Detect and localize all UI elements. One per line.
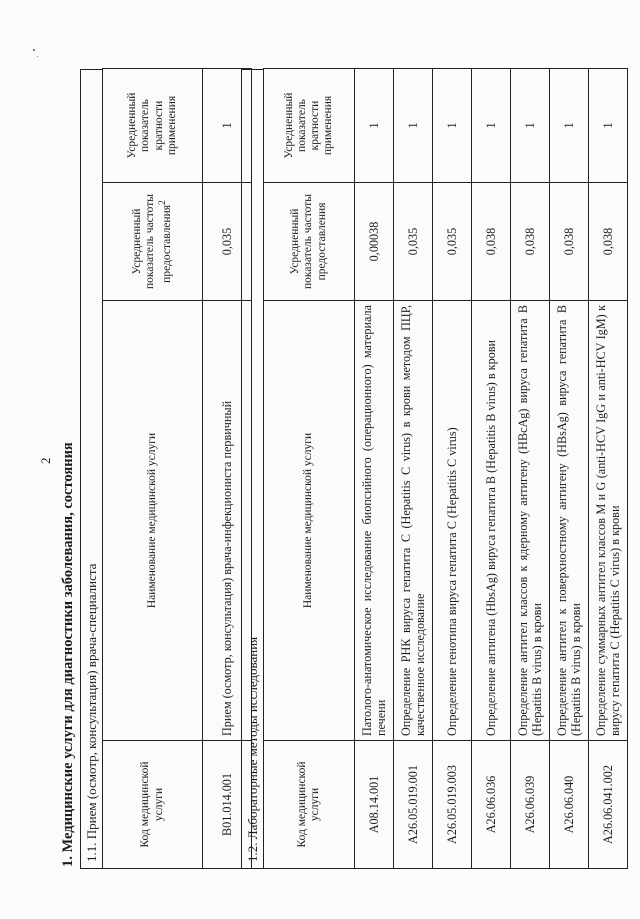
service-code: A26.06.041.002: [589, 741, 628, 869]
table-header-row: [103, 69, 203, 869]
service-name: Определение антигена (HbsAg) вируса гепатита B (Hepatitis B virus) в крови: [472, 301, 511, 741]
service-code: A26.06.036: [472, 741, 511, 869]
frequency-value: 0,038: [472, 183, 511, 301]
service-name: Патолого-анатомическое исследование биопсийного (операционного) материала печени: [355, 301, 394, 741]
table-row: [355, 69, 394, 869]
multiplicity-value: 1: [511, 69, 550, 183]
header-frequency-label: Усредненный показатель частоты предоставления: [130, 194, 174, 289]
service-code: A26.05.019.003: [433, 741, 472, 869]
frequency-value: 0,035: [394, 183, 433, 301]
frequency-value: 0,038: [589, 183, 628, 301]
header-frequency: Усредненный показатель частоты предоставления: [264, 183, 355, 301]
multiplicity-value: 1: [550, 69, 589, 183]
frequency-value: 0,038: [511, 183, 550, 301]
section-2-title: 1.2. Лабораторные методы исследования: [241, 69, 263, 869]
header-code: Код медицинской услуги: [103, 741, 203, 869]
table-header-row: [264, 69, 355, 869]
service-code: A08.14.001: [355, 741, 394, 869]
page-number: 2: [38, 457, 53, 464]
table-row: [433, 69, 472, 869]
service-name: Определение антител к поверхностному антигену (HBsAg) вируса гепатита B (Hepatitis B virus) в крови: [550, 301, 589, 741]
consultation-table: [102, 68, 252, 869]
service-code: B01.014.001: [203, 741, 252, 869]
table-row: [394, 69, 433, 869]
service-name: Определение РНК вируса гепатита C (Hepatitis C virus) в крови методом ПЦР, качественное исследование: [394, 301, 433, 741]
multiplicity-value: 1: [394, 69, 433, 183]
frequency-value: 0,035: [433, 183, 472, 301]
lab-tests-table: [263, 68, 628, 869]
frequency-value: 0,038: [550, 183, 589, 301]
header-frequency: [103, 183, 203, 301]
footnote-marker: 2: [157, 200, 169, 205]
table-row: [511, 69, 550, 869]
table-row: [472, 69, 511, 869]
multiplicity-value: 1: [472, 69, 511, 183]
multiplicity-value: 1: [355, 69, 394, 183]
service-name: Прием (осмотр, консультация) врача-инфекциониста первичный: [203, 301, 252, 741]
section-1-title: 1.1. Прием (осмотр, консультация) врача-специалиста: [80, 69, 102, 869]
service-code: A26.06.040: [550, 741, 589, 869]
header-name: Наименование медицинской услуги: [264, 301, 355, 741]
service-code: A26.06.039: [511, 741, 550, 869]
frequency-value: 0,035: [203, 183, 252, 301]
header-code: Код медицинской услуги: [264, 741, 355, 869]
frequency-value: 0,00038: [355, 183, 394, 301]
header-name: Наименование медицинской услуги: [103, 301, 203, 741]
header-multiplicity: Усредненный показатель кратности применения: [264, 69, 355, 183]
header-multiplicity: Усредненный показатель кратности применения: [103, 69, 203, 183]
service-name: Определение антител классов к ядерному антигену (HBcAg) вируса гепатита B (Hepatitis B virus) в крови: [511, 301, 550, 741]
table-row: [550, 69, 589, 869]
multiplicity-value: 1: [203, 69, 252, 183]
service-code: A26.05.019.001: [394, 741, 433, 869]
service-name: Определение генотипа вируса гепатита C (Hepatitis C virus): [433, 301, 472, 741]
multiplicity-value: 1: [433, 69, 472, 183]
table-row: [589, 69, 628, 869]
multiplicity-value: 1: [589, 69, 628, 183]
service-name: Определение суммарных антител классов M и G (anti-HCV IgG и anti-HCV IgM) к вирусу гепатита C (Hepatitis C virus) в крови: [589, 301, 628, 741]
document-heading: 1. Медицинские услуги для диагностики заболевания, состояния: [60, 442, 76, 867]
